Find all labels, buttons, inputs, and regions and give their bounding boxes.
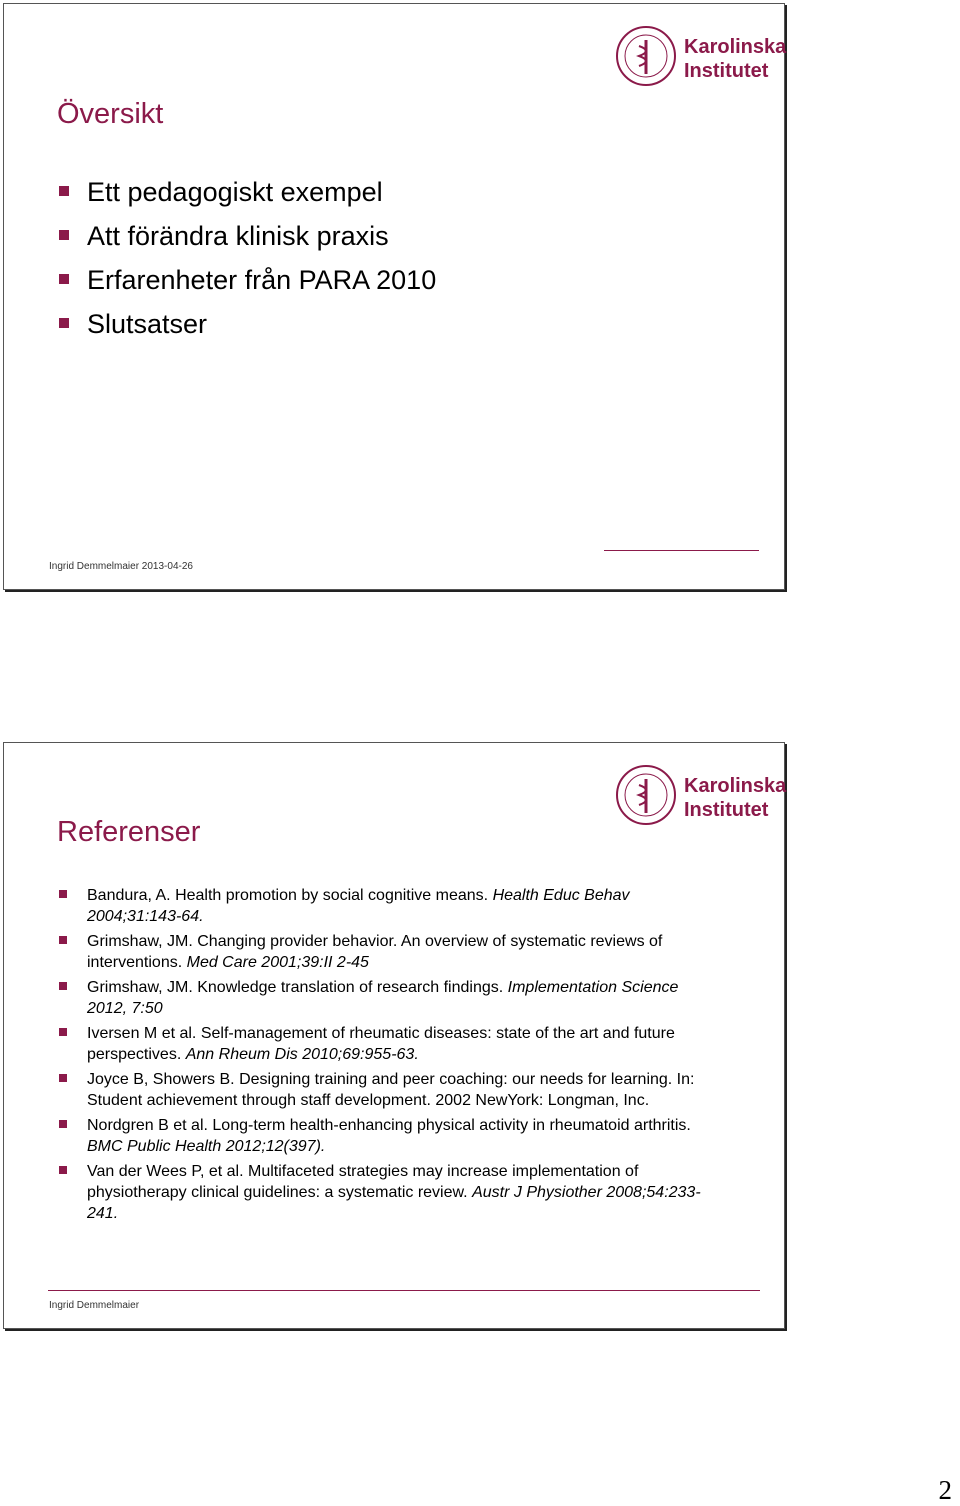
reference-text: Grimshaw, JM. Changing provider behavior. An overview of systematic reviews of interventions. xyxy=(87,933,663,971)
slide-title: Översikt xyxy=(57,98,164,130)
svg-text:Institutet: Institutet xyxy=(684,799,769,821)
karolinska-logo xyxy=(614,22,787,97)
reference-source: Austr J Physiother 2008;54:233-241. xyxy=(87,1184,701,1222)
slide-overview xyxy=(3,3,785,590)
reference-item xyxy=(57,885,707,927)
overview-list xyxy=(57,174,436,350)
slide-footer: Ingrid Demmelmaier 2013-04-26 xyxy=(49,561,193,572)
reference-text: Joyce B, Showers B. Designing training and peer coaching: our needs for learning. In: Student achievement through staff development. 2002 NewYork: Longman, Inc. xyxy=(87,1071,695,1109)
reference-text: Bandura, A. Health promotion by social cognitive means. xyxy=(87,887,493,904)
footer-divider xyxy=(604,550,759,551)
svg-text:Karolinska: Karolinska xyxy=(684,36,787,58)
svg-text:Karolinska: Karolinska xyxy=(684,775,787,797)
reference-item xyxy=(57,1023,707,1065)
reference-item xyxy=(57,931,707,973)
svg-text:Institutet: Institutet xyxy=(684,60,769,82)
footer-divider xyxy=(48,1290,760,1291)
slide-footer: Ingrid Demmelmaier xyxy=(49,1300,140,1311)
reference-text: Van der Wees P, et al. Multifaceted strategies may increase implementation of physiotherapy clinical guidelines: a systematic review. xyxy=(87,1163,639,1201)
karolinska-logo xyxy=(614,761,787,836)
reference-item xyxy=(57,1115,707,1157)
reference-source: Health Educ Behav 2004;31:143-64. xyxy=(87,887,630,925)
reference-source: BMC Public Health 2012;12(397). xyxy=(87,1138,326,1155)
reference-source: Implementation Science 2012, 7:50 xyxy=(87,979,679,1017)
list-item: Ett pedagogiskt exempel xyxy=(57,174,436,218)
reference-item xyxy=(57,1069,707,1111)
list-item: Att förändra klinisk praxis xyxy=(57,218,436,262)
reference-text: Iversen M et al. Self-management of rheumatic diseases: state of the art and future perspectives. xyxy=(87,1025,675,1063)
slide-references xyxy=(3,742,785,1329)
page-number: 2 xyxy=(938,1475,952,1505)
slide-title: Referenser xyxy=(57,816,201,848)
reference-list xyxy=(57,885,707,1228)
reference-item xyxy=(57,977,707,1019)
list-item: Erfarenheter från PARA 2010 xyxy=(57,262,436,306)
reference-source: Med Care 2001;39:II 2-45 xyxy=(186,954,369,971)
reference-source: Ann Rheum Dis 2010;69:955-63. xyxy=(185,1046,419,1063)
list-item: Slutsatser xyxy=(57,306,436,350)
reference-text: Grimshaw, JM. Knowledge translation of research findings. xyxy=(87,979,508,996)
reference-item xyxy=(57,1161,707,1224)
reference-text: Nordgren B et al. Long-term health-enhancing physical activity in rheumatoid arthritis. xyxy=(87,1117,691,1134)
